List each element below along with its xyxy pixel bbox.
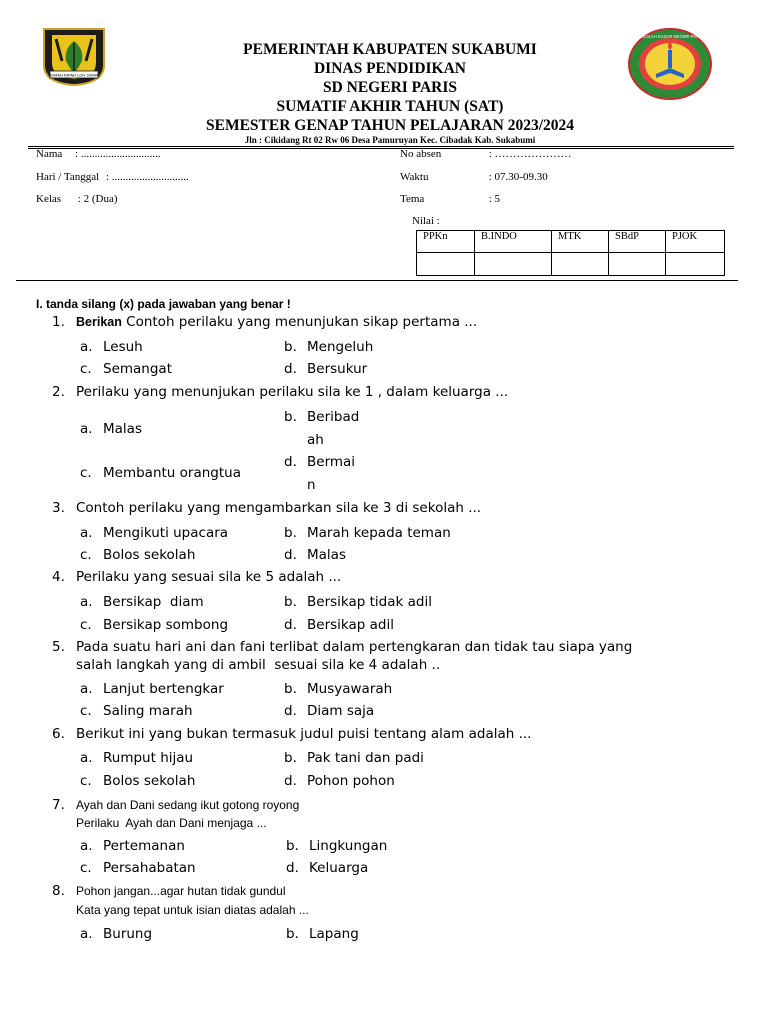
q4-option-d[interactable]: d. Bersikap adil bbox=[284, 617, 394, 633]
q6-option-b[interactable]: b. Pak tani dan padi bbox=[284, 750, 424, 766]
q8-option-b[interactable]: b. Lapang bbox=[286, 926, 359, 942]
svg-text:SEKOLAH DASAR NEGERI PARIS: SEKOLAH DASAR NEGERI PARIS bbox=[636, 34, 704, 39]
header-line-3: SD NEGERI PARIS bbox=[322, 79, 458, 96]
svg-text:GEMAH RIPAH LOH JINAWI: GEMAH RIPAH LOH JINAWI bbox=[48, 72, 100, 78]
header-line-1: PEMERINTAH KABUPATEN SUKABUMI bbox=[243, 41, 537, 58]
question-7-line-2: Perilaku Ayah dan Dani menjaga ... bbox=[76, 816, 267, 830]
hari-tanggal-field[interactable]: : ............................ bbox=[105, 171, 189, 183]
nilai-header-row bbox=[417, 231, 725, 253]
q4-option-c[interactable]: c. Bersikap sombong bbox=[80, 617, 229, 633]
nilai-cell-sbdp[interactable] bbox=[609, 253, 666, 276]
q7-option-a[interactable]: a. Pertemanan bbox=[80, 838, 185, 854]
nilai-table bbox=[416, 230, 725, 276]
nilai-cell-ppkn[interactable] bbox=[417, 253, 475, 276]
question-text: Berikut ini yang bukan termasuk judul puisi tentang alam adalah ... bbox=[76, 726, 532, 742]
nilai-cell-bindo[interactable] bbox=[475, 253, 552, 276]
q6-option-a[interactable]: a. Rumput hijau bbox=[80, 750, 194, 766]
question-lead: Berikan bbox=[76, 315, 122, 329]
q3-option-d[interactable]: d. Malas bbox=[284, 547, 346, 563]
info-divider bbox=[16, 280, 738, 281]
waktu-value: : 07.30-09.30 bbox=[488, 171, 548, 183]
question-text: Pada suatu hari ani dan fani terlibat dalam pertengkaran dan tidak tau siapa yang bbox=[76, 639, 633, 655]
q1-option-d[interactable]: d. Bersukur bbox=[284, 361, 368, 377]
q7-option-c[interactable]: c. Persahabatan bbox=[80, 860, 196, 876]
tema-label: Tema bbox=[400, 193, 425, 205]
kelas-label: Kelas bbox=[36, 193, 62, 205]
q3-option-a[interactable]: a. Mengikuti upacara bbox=[80, 525, 229, 541]
q7-option-b[interactable]: b. Lingkungan bbox=[286, 838, 388, 854]
nilai-cell-pjok[interactable] bbox=[666, 253, 725, 276]
q2-option-b-wrap: ah bbox=[307, 432, 324, 448]
header-divider bbox=[28, 146, 734, 147]
question-text: Contoh perilaku yang menunjukan sikap pertama ... bbox=[121, 314, 478, 330]
q4-option-b[interactable]: b. Bersikap tidak adil bbox=[284, 594, 432, 610]
question-1 bbox=[52, 314, 477, 330]
tema-value: : 5 bbox=[488, 193, 501, 205]
question-text: Ayah dan Dani sedang ikut gotong royong bbox=[76, 798, 300, 812]
question-text: Perilaku yang sesuai sila ke 5 adalah ... bbox=[76, 569, 342, 585]
q6-option-d[interactable]: d. Pohon pohon bbox=[284, 773, 395, 789]
q6-option-c[interactable]: c. Bolos sekolah bbox=[80, 773, 196, 789]
nilai-score-row bbox=[417, 253, 725, 276]
question-2: 2. Perilaku yang menunjukan perilaku sila ke 1 , dalam keluarga ... bbox=[52, 384, 509, 400]
question-number: 1. bbox=[52, 314, 65, 330]
header-line-5: SEMESTER GENAP TAHUN PELAJARAN 2023/2024 bbox=[205, 117, 575, 134]
q5-option-c[interactable]: c. Saling marah bbox=[80, 703, 193, 719]
question-8-line-2: Kata yang tepat untuk isian diatas adalah ... bbox=[76, 903, 309, 917]
header-line-2: DINAS PENDIDIKAN bbox=[313, 60, 466, 77]
school-header bbox=[120, 40, 660, 146]
kelas-value: : 2 (Dua) bbox=[77, 193, 118, 205]
nilai-cell-mtk[interactable] bbox=[552, 253, 609, 276]
question-text: Perilaku yang menunjukan perilaku sila ke 1 , dalam keluarga ... bbox=[76, 384, 509, 400]
nilai-col-bindo: B.INDO bbox=[475, 231, 552, 253]
q5-option-a[interactable]: a. Lanjut bertengkar bbox=[80, 681, 224, 697]
q2-option-b[interactable]: b. Beribad bbox=[284, 409, 360, 425]
no-absen-label: No absen bbox=[400, 148, 442, 160]
q1-option-c[interactable]: c. Semangat bbox=[80, 361, 172, 377]
nilai-col-ppkn: PPKn bbox=[417, 231, 475, 253]
question-5: 5. Pada suatu hari ani dan fani terlibat dalam pertengkaran dan tidak tau siapa yang bbox=[52, 639, 633, 655]
q1-option-a[interactable]: a. Lesuh bbox=[80, 339, 143, 355]
nilai-col-mtk: MTK bbox=[552, 231, 609, 253]
q1-option-b[interactable]: b. Mengeluh bbox=[284, 339, 374, 355]
question-text: Contoh perilaku yang mengambarkan sila ke 3 di sekolah ... bbox=[76, 500, 482, 516]
section-instruction: I. tanda silang (x) pada jawaban yang benar ! bbox=[36, 297, 291, 311]
question-5-line-2: salah langkah yang di ambil sesuai sila ke 4 adalah .. bbox=[76, 657, 441, 673]
q2-option-c[interactable]: c. Membantu orangtua bbox=[80, 465, 241, 481]
kabupaten-sukabumi-logo bbox=[42, 27, 106, 87]
nilai-col-pjok: PJOK bbox=[666, 231, 725, 253]
q2-option-d[interactable]: d. Bermai bbox=[284, 454, 356, 470]
question-7: 7. Ayah dan Dani sedang ikut gotong royong bbox=[52, 797, 300, 813]
q3-option-c[interactable]: c. Bolos sekolah bbox=[80, 547, 196, 563]
nama-field[interactable]: : ............................. bbox=[75, 148, 161, 160]
hari-tanggal-label: Hari / Tanggal bbox=[36, 171, 100, 183]
no-absen-field[interactable]: : ………………… bbox=[488, 148, 572, 160]
nilai-label: Nilai : bbox=[412, 215, 440, 227]
question-4: 4. Perilaku yang sesuai sila ke 5 adalah ... bbox=[52, 569, 342, 585]
q4-option-a[interactable]: a. Bersikap diam bbox=[80, 594, 204, 610]
question-8: 8. Pohon jangan...agar hutan tidak gundul bbox=[52, 883, 286, 899]
q7-option-d[interactable]: d. Keluarga bbox=[286, 860, 369, 876]
question-text: Pohon jangan...agar hutan tidak gundul bbox=[76, 884, 286, 898]
q2-option-a[interactable]: a. Malas bbox=[80, 421, 142, 437]
nama-label: Nama bbox=[36, 148, 63, 160]
q5-option-b[interactable]: b. Musyawarah bbox=[284, 681, 393, 697]
question-3: 3. Contoh perilaku yang mengambarkan sila ke 3 di sekolah ... bbox=[52, 500, 482, 516]
nilai-col-sbdp: SBdP bbox=[609, 231, 666, 253]
q5-option-d[interactable]: d. Diam saja bbox=[284, 703, 375, 719]
waktu-label: Waktu bbox=[400, 171, 429, 183]
question-6: 6. Berikut ini yang bukan termasuk judul puisi tentang alam adalah ... bbox=[52, 726, 532, 742]
q8-option-a[interactable]: a. Burung bbox=[80, 926, 153, 942]
q2-option-d-wrap: n bbox=[307, 477, 316, 493]
q3-option-b[interactable]: b. Marah kepada teman bbox=[284, 525, 451, 541]
header-line-4: SUMATIF AKHIR TAHUN (SAT) bbox=[276, 98, 504, 115]
school-address: Jln : Cikidang Rt 02 Rw 06 Desa Pamuruyan Kec. Cibadak Kab. Sukabumi bbox=[244, 135, 536, 145]
